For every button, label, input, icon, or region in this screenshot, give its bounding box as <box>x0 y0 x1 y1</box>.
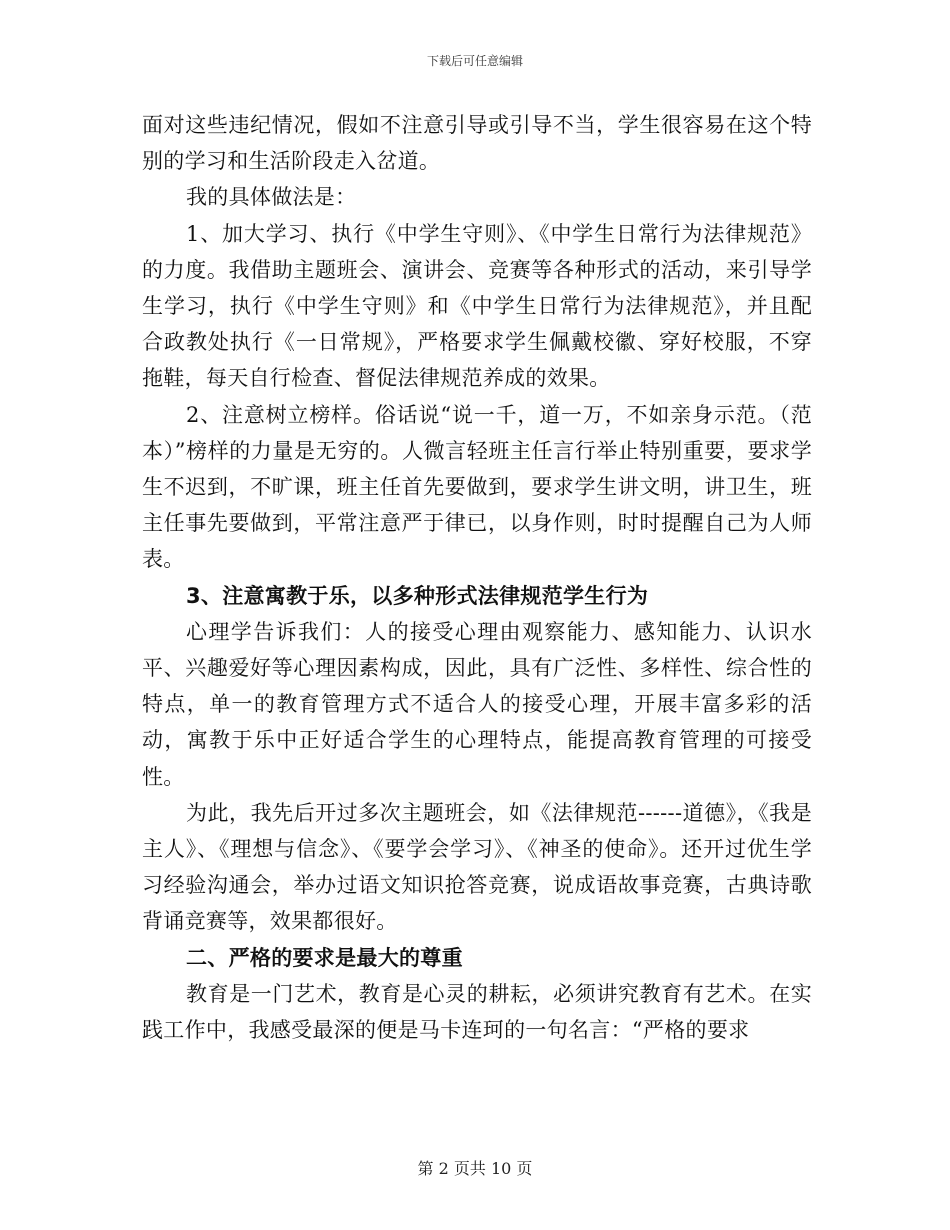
paragraph-education-art: 教育是一门艺术，教育是心灵的耕耘，必须讲究教育有艺术。在实践工作中，我感受最深的便是马卡连珂的一句名言：“严格的要求 <box>142 981 812 1043</box>
paragraph-method-intro: 我的具体做法是： <box>186 185 357 210</box>
section-heading-two: 二、严格的要求是最大的尊重 <box>186 945 463 970</box>
paragraph-class-meetings: 为此，我先后开过多次主题班会，如《法律规范------道德》，《我是主人》、《理想与信念》、《要学会学习》、《神圣的使命》。还开过优生学习经验沟通会，举办过语文知识抢答竞赛，说成语故事竞赛，古典诗歌背诵竞赛等，效果都很好。 <box>142 800 812 934</box>
paragraph-item-1: 1、加大学习、执行《中学生守则》、《中学生日常行为法律规范》的力度。我借助主题班会、演讲会、竞赛等各种形式的活动，来引导学生学习，执行《中学生守则》和《中学生日常行为法律规范》，并且配合政教处执行《一日常规》，严格要求学生佩戴校徽、穿好校服，不穿拖鞋，每天自行检查、督促法律规范养成的效果。 <box>142 221 812 391</box>
page-header: 下载后可任意编辑 <box>426 54 523 68</box>
section-heading-item-3: 3、注意寓教于乐，以多种形式法律规范学生行为 <box>186 583 649 608</box>
paragraph-psychology: 心理学告诉我们：人的接受心理由观察能力、感知能力、认识水平、兴趣爱好等心理因素构成，因此，具有广泛性、多样性、综合性的特点，单一的教育管理方式不适合人的接受心理，开展丰富多彩的活动，寓教于乐中正好适合学生的心理特点，能提高教育管理的可接受性。 <box>142 619 812 789</box>
document-body <box>142 107 812 1048</box>
paragraph-continuation: 面对这些违纪情况，假如不注意引导或引导不当，学生很容易在这个特别的学习和生活阶段走入岔道。 <box>142 113 812 174</box>
paragraph-item-2: 2、注意树立榜样。俗话说“说一千，道一万，不如亲身示范。（范本）”榜样的力量是无穷的。人微言轻班主任言行举止特别重要，要求学生不迟到，不旷课，班主任首先要做到，要求学生讲文明，讲卫生，班主任事先要做到，平常注意严于律已，以身作则，时时提醒自己为人师表。 <box>142 402 812 572</box>
page-footer: 第 2 页共 10 页 <box>417 1159 533 1178</box>
